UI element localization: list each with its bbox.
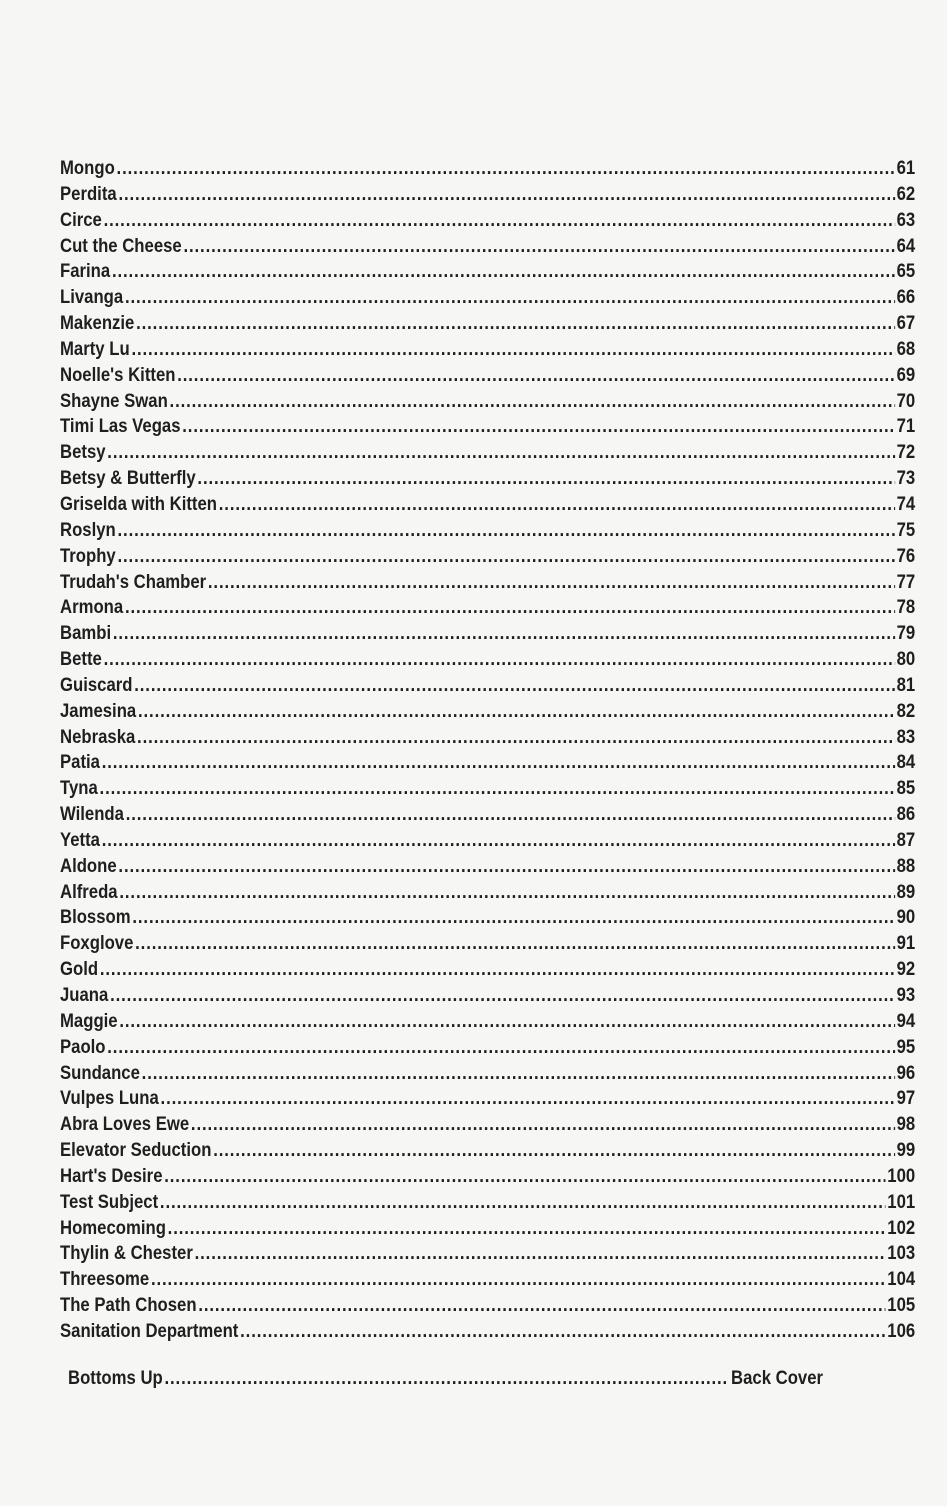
dot-leader [100, 776, 895, 802]
dot-leader [182, 414, 895, 440]
toc-entry [60, 1267, 915, 1293]
toc-entry-title: Juana [60, 985, 109, 1006]
toc-entry-page: 72 [896, 442, 916, 464]
toc-entry [60, 389, 915, 415]
toc-entry [60, 544, 915, 570]
toc-entry-page: 68 [896, 338, 916, 360]
toc-entry [60, 234, 915, 260]
dot-leader [118, 518, 895, 544]
dot-leader [198, 1293, 885, 1319]
dot-leader [113, 621, 895, 647]
toc-entry-title: Foxglove [60, 933, 134, 955]
toc-entry-page: 102 [887, 1217, 916, 1239]
toc-list [60, 156, 920, 1345]
toc-entry-title: Elevator Seduction [60, 1140, 212, 1162]
dot-leader [151, 1267, 886, 1293]
toc-entry-page: 85 [896, 778, 916, 800]
toc-entry [60, 182, 915, 208]
dot-leader [164, 1366, 729, 1392]
dot-leader [118, 182, 894, 208]
toc-entry-title: Wilenda [60, 804, 124, 826]
dot-leader [168, 1216, 886, 1242]
dot-leader [126, 802, 895, 828]
toc-entry-page: 66 [896, 287, 916, 309]
dot-leader [131, 337, 894, 363]
toc-entry-page: 99 [896, 1140, 916, 1162]
dot-leader [170, 389, 895, 415]
dot-leader [107, 1035, 895, 1061]
toc-entry [60, 1319, 915, 1345]
toc-entry-title: Farina [60, 261, 111, 283]
toc-entry [60, 570, 915, 596]
dot-leader [164, 1164, 885, 1190]
toc-entry [60, 414, 915, 440]
toc-entry-page: 91 [896, 933, 916, 955]
toc-entry-title: Paolo [60, 1036, 106, 1058]
toc-entry-page: 76 [896, 545, 916, 567]
toc-entry [60, 647, 915, 673]
toc-entry-page: 70 [896, 390, 916, 412]
toc-entry [60, 595, 915, 621]
toc-entry [60, 466, 915, 492]
toc-entry [60, 1035, 915, 1061]
toc-entry-page: 90 [896, 907, 916, 929]
toc-entry-title: Bottoms Up [68, 1368, 163, 1389]
dot-leader [119, 1009, 894, 1035]
toc-entry [60, 259, 915, 285]
toc-entry-title: Blossom [60, 907, 131, 929]
toc-entry [60, 673, 915, 699]
toc-back-cover-entry [68, 1366, 823, 1392]
toc-entry-page: 71 [896, 416, 916, 438]
toc-entry-title: Thylin & Chester [60, 1243, 193, 1265]
toc-entry-page: 61 [896, 158, 916, 179]
toc-entry-title: Armona [60, 597, 124, 619]
toc-entry [60, 492, 915, 518]
toc-entry-title: Perdita [60, 183, 117, 205]
dot-leader [208, 570, 895, 596]
dot-leader [160, 1190, 886, 1216]
dot-leader [112, 259, 895, 285]
dot-leader [134, 673, 895, 699]
toc-entry [60, 699, 915, 725]
dot-leader [104, 647, 895, 673]
toc-entry-title: Griselda with Kitten [60, 493, 218, 515]
toc-entry-title: Trudah's Chamber [60, 571, 207, 593]
toc-entry-page: 73 [896, 468, 916, 490]
toc-entry [60, 1061, 915, 1087]
dot-leader [100, 957, 895, 983]
toc-entry-page: 63 [896, 209, 916, 231]
toc-entry-title: Trophy [60, 545, 116, 567]
dot-leader [183, 234, 894, 260]
dot-leader [142, 1061, 895, 1087]
toc-entry [60, 880, 915, 906]
toc-entry-page: 88 [896, 855, 916, 877]
dot-leader [118, 854, 894, 880]
toc-entry [60, 828, 915, 854]
toc-entry-title: Noelle's Kitten [60, 364, 176, 386]
toc-entry [60, 725, 915, 751]
toc-entry [60, 1190, 915, 1216]
dot-leader [137, 725, 895, 751]
dot-leader [119, 880, 894, 906]
toc-entry [60, 1216, 915, 1242]
toc-entry-page: 103 [887, 1243, 916, 1265]
dot-leader [110, 983, 895, 1009]
dot-leader [138, 699, 895, 725]
toc-entry-page: 83 [896, 726, 916, 748]
dot-leader [197, 466, 894, 492]
toc-entry-title: Vulpes Luna [60, 1088, 159, 1110]
toc-entry-page: 92 [896, 959, 916, 981]
toc-entry-page: 62 [896, 183, 916, 205]
toc-entry [60, 208, 915, 234]
toc-entry-page: 89 [896, 881, 916, 903]
dot-leader [117, 156, 895, 182]
toc-entry-page: 104 [887, 1269, 916, 1291]
toc-entry [60, 1293, 915, 1319]
toc-entry [60, 156, 915, 182]
dot-leader [125, 595, 895, 621]
toc-entry-page: 100 [887, 1165, 916, 1187]
toc-entry [60, 983, 915, 1009]
toc-entry-page: 77 [896, 571, 916, 593]
toc-entry [60, 621, 915, 647]
toc-entry-title: Bambi [60, 623, 112, 645]
toc-entry-title: Abra Loves Ewe [60, 1114, 190, 1136]
toc-entry-page: 98 [896, 1114, 916, 1136]
toc-entry-page: 84 [896, 752, 916, 774]
toc-entry-title: Jamesina [60, 700, 137, 722]
toc-entry [60, 337, 915, 363]
toc-entry-page: 94 [896, 1010, 916, 1032]
dot-leader [102, 750, 895, 776]
toc-entry [60, 854, 915, 880]
toc-entry-title: Alfreda [60, 881, 118, 903]
toc-entry-title: Marty Lu [60, 338, 130, 360]
toc-entry-page: 106 [887, 1320, 916, 1342]
dot-leader [136, 311, 895, 337]
toc-entry [60, 1138, 915, 1164]
toc-entry-title: Nebraska [60, 726, 136, 748]
toc-entry-title: Aldone [60, 855, 117, 877]
toc-entry [60, 311, 915, 337]
toc-entry-page: 69 [896, 364, 916, 386]
dot-leader [240, 1319, 885, 1345]
dot-leader [161, 1086, 895, 1112]
toc-entry-title: Maggie [60, 1010, 118, 1032]
toc-entry-title: Sanitation Department [60, 1320, 239, 1342]
toc-entry-title: Patia [60, 752, 100, 774]
toc-entry [60, 1241, 915, 1267]
toc-entry-page: 97 [896, 1088, 916, 1110]
toc-entry-page: 78 [896, 597, 916, 619]
toc-entry [60, 750, 915, 776]
toc-entry-title: Bette [60, 649, 102, 671]
toc-entry [60, 1112, 915, 1138]
toc-entry-page: 67 [896, 313, 916, 335]
toc-entry-title: Makenzie [60, 313, 135, 335]
toc-entry [60, 957, 915, 983]
toc-entry-title: Cut the Cheese [60, 235, 182, 257]
toc-entry-title: Yetta [60, 829, 100, 851]
toc-entry-page: 82 [896, 700, 916, 722]
toc-entry [60, 440, 915, 466]
toc-entry [60, 1164, 915, 1190]
toc-entry-page: 105 [887, 1295, 916, 1317]
toc-entry-title: Test Subject [60, 1191, 159, 1213]
toc-entry [60, 518, 915, 544]
toc-entry-title: Threesome [60, 1269, 150, 1291]
toc-entry-page: 75 [896, 519, 916, 541]
dot-leader [177, 363, 895, 389]
toc-entry [60, 1009, 915, 1035]
dot-leader [102, 828, 895, 854]
toc-entry [60, 363, 915, 389]
toc-entry-page: 86 [896, 804, 916, 826]
toc-entry-title: Roslyn [60, 519, 116, 541]
toc-entry-page: 79 [896, 623, 916, 645]
toc-entry-page: 96 [896, 1062, 916, 1084]
toc-entry-title: The Path Chosen [60, 1295, 197, 1317]
toc-entry-page: Back Cover [731, 1368, 824, 1389]
dot-leader [125, 285, 895, 311]
dot-leader [195, 1241, 886, 1267]
dot-leader [118, 544, 895, 570]
toc-entry [60, 931, 915, 957]
toc-entry-title: Tyna [60, 778, 98, 800]
dot-leader [104, 208, 895, 234]
toc-entry-title: Timi Las Vegas [60, 416, 181, 438]
toc-entry-title: Guiscard [60, 674, 133, 696]
toc-entry-title: Livanga [60, 287, 124, 309]
toc-entry-title: Gold [60, 959, 99, 981]
dot-leader [219, 492, 895, 518]
toc-entry-page: 101 [887, 1191, 916, 1213]
toc-entry-page: 81 [896, 674, 916, 696]
toc-entry-title: Betsy & Butterfly [60, 468, 196, 490]
dot-leader [213, 1138, 895, 1164]
toc-entry [60, 905, 915, 931]
dot-leader [107, 440, 895, 466]
toc-entry [60, 1086, 915, 1112]
toc-entry [60, 285, 915, 311]
toc-entry-title: Betsy [60, 442, 106, 464]
toc-entry-page: 64 [896, 235, 916, 257]
toc-entry-page: 65 [896, 261, 916, 283]
toc-entry-title: Shayne Swan [60, 390, 168, 412]
toc-entry-page: 80 [896, 649, 916, 671]
toc-entry [60, 776, 915, 802]
toc-entry-title: Hart's Desire [60, 1165, 163, 1187]
toc-entry-title: Homecoming [60, 1217, 166, 1239]
toc-entry-title: Mongo [60, 158, 115, 179]
toc-entry-page: 74 [896, 493, 916, 515]
dot-leader [132, 905, 894, 931]
toc-entry-title: Circe [60, 209, 102, 231]
dot-leader [135, 931, 895, 957]
toc-entry-page: 95 [896, 1036, 916, 1058]
toc-entry [60, 802, 915, 828]
toc-entry-page: 87 [896, 829, 916, 851]
dot-leader [191, 1112, 895, 1138]
toc-entry-page: 93 [896, 985, 916, 1006]
toc-entry-title: Sundance [60, 1062, 140, 1084]
